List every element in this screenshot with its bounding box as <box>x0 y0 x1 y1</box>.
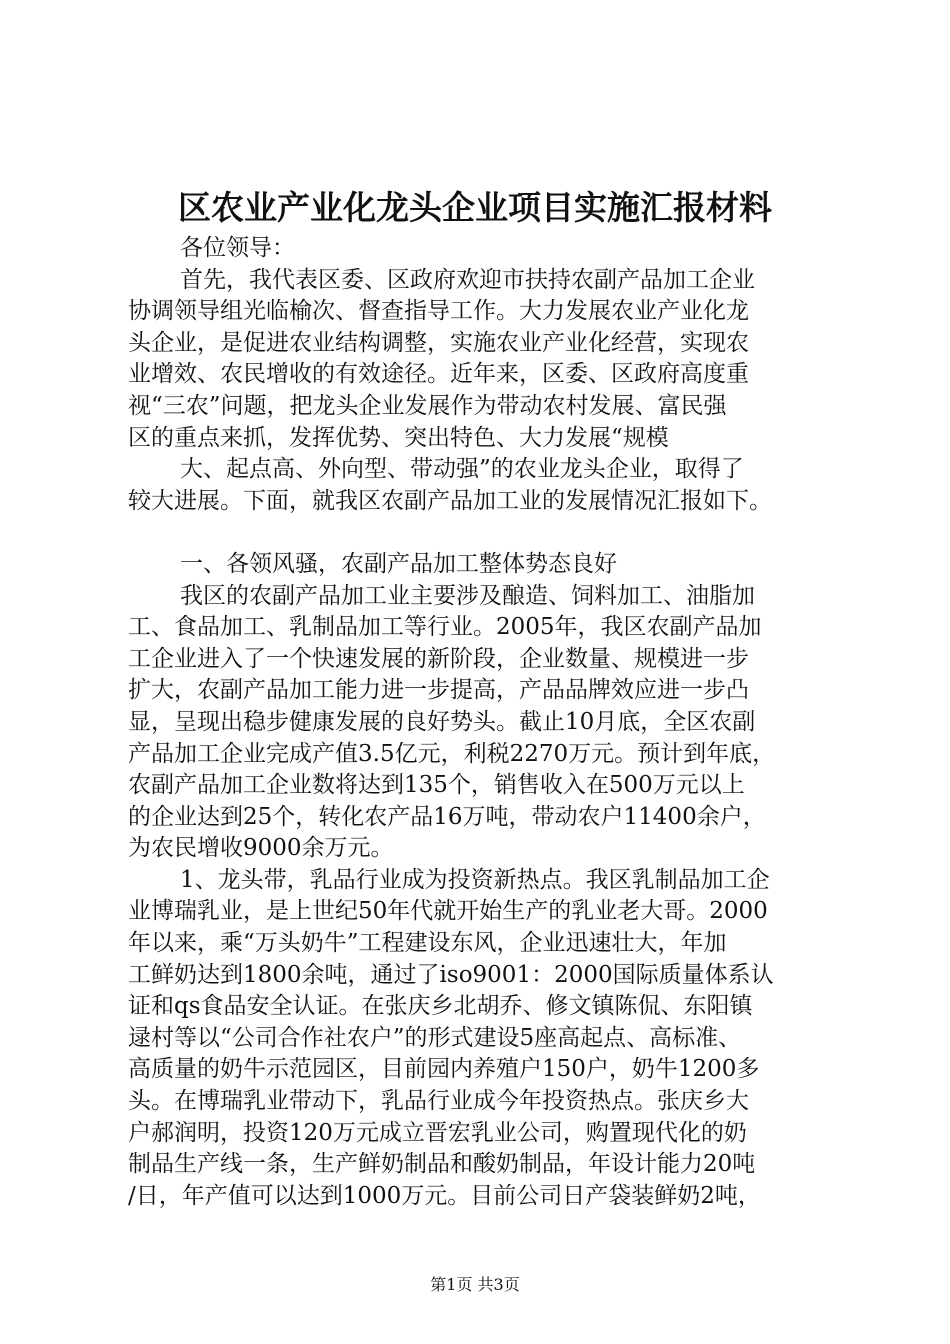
paragraph-gap <box>128 517 848 549</box>
paragraph-line: 产品加工企业完成产值3.5亿元，利税2270万元。预计到年底， <box>128 740 776 767</box>
paragraph-line: 户郝润明，投资120万元成立晋宏乳业公司，购置现代化的奶 <box>128 1119 747 1146</box>
paragraph-line: 高质量的奶牛示范园区，目前园内养殖户150户，奶牛1200多 <box>128 1056 760 1083</box>
paragraph-line: 头企业，是促进农业结构调整，实施农业产业化经营，实现农 <box>128 329 749 356</box>
paragraph-line: 为农民增收9000余万元。 <box>128 835 394 862</box>
document-body <box>128 233 848 1212</box>
subsection-line: 1、龙头带，乳品行业成为投资新热点。我区乳制品加工企 <box>180 866 770 893</box>
page-footer: 第1页 共3页 <box>430 1275 520 1294</box>
document-title: 区农业产业化龙头企业项目实施汇报材料 <box>178 188 772 227</box>
paragraph-line: 协调领导组光临榆次、督查指导工作。大力发展农业产业化龙 <box>128 298 749 325</box>
paragraph-line: 显，呈现出稳步健康发展的良好势头。截止10月底，全区农副 <box>128 708 756 735</box>
paragraph-line: 较大进展。下面，就我区农副产品加工业的发展情况汇报如下。 <box>128 487 772 514</box>
paragraph-line: 年以来，乘“万头奶牛”工程建设东风，企业迅速壮大，年加 <box>128 930 727 957</box>
paragraph-line: 业博瑞乳业，是上世纪50年代就开始生产的乳业老大哥。2000 <box>128 898 768 925</box>
paragraph-line: 业增效、农民增收的有效途径。近年来，区委、区政府高度重 <box>128 361 749 388</box>
paragraph-line: 的企业达到25个，转化农产品16万吨，带动农户11400余户， <box>128 803 766 830</box>
paragraph-line: 工、食品加工、乳制品加工等行业。2005年，我区农副产品加 <box>128 614 762 641</box>
paragraph-line: 逯村等以“公司合作社农户”的形式建设5座高起点、高标准、 <box>128 1024 742 1051</box>
paragraph-line: 头。在博瑞乳业带动下，乳品行业成今年投资热点。张庆乡大 <box>128 1088 749 1115</box>
paragraph-line: 工鲜奶达到1800余吨，通过了iso9001：2000国际质量体系认 <box>128 961 774 988</box>
salutation-line: 各位领导： <box>180 235 295 261</box>
paragraph-line: 工企业进入了一个快速发展的新阶段，企业数量、规模进一步 <box>128 645 749 672</box>
paragraph-line: 制品生产线一条，生产鲜奶制品和酸奶制品，年设计能力20吨 <box>128 1151 756 1178</box>
paragraph-line: 我区的农副产品加工业主要涉及酿造、饲料加工、油脂加 <box>180 582 755 609</box>
paragraph-line: 农副产品加工企业数将达到135个，销售收入在500万元以上 <box>128 772 745 799</box>
paragraph-line: /日，年产值可以达到1000万元。目前公司日产袋装鲜奶2吨， <box>128 1182 761 1209</box>
paragraph-line: 证和qs食品安全认证。在张庆乡北胡乔、修文镇陈侃、东阳镇 <box>128 993 753 1020</box>
paragraph-line: 扩大，农副产品加工能力进一步提高，产品品牌效应进一步凸 <box>128 677 749 704</box>
section-heading: 一、各领风骚，农副产品加工整体势态良好 <box>180 550 617 577</box>
paragraph-line: 区的重点来抓，发挥优势、突出特色、大力发展“规模 <box>128 424 669 451</box>
paragraph-line: 大、起点高、外向型、带动强”的农业龙头企业，取得了 <box>180 456 744 483</box>
paragraph-line: 首先，我代表区委、区政府欢迎市扶持农副产品加工企业 <box>180 266 755 293</box>
paragraph-line: 视“三农”问题，把龙头企业发展作为带动农村发展、富民强 <box>128 392 727 419</box>
